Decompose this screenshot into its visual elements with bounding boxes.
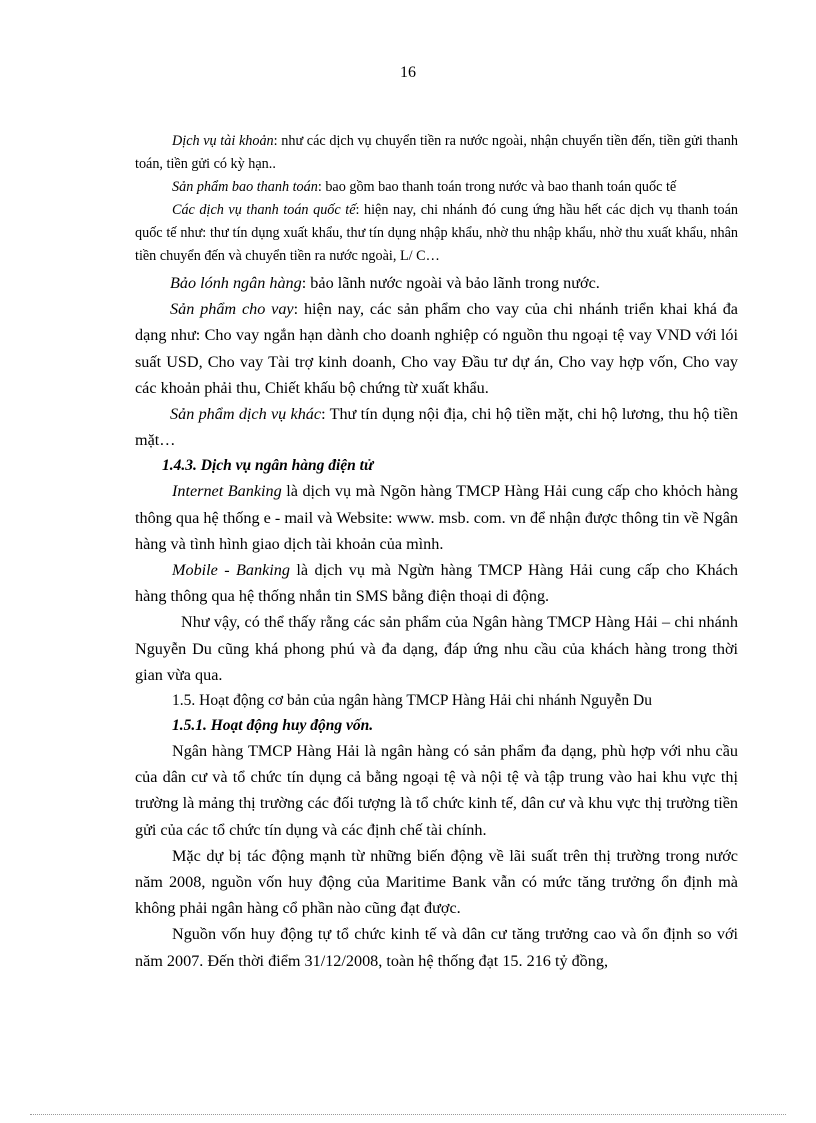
paragraph-interest-impact: Mặc dự bị tác động mạnh từ những biến động về lãi suất trên thị trường trong nước năm 2008, nguồn vốn huy động của Maritime Bank vẫn có mức tăng trưởng ổn định mà không phải ngân hàng cổ phần nào cũng đạt được. [135,846,738,918]
heading-section-1-5: 1.5. Hoạt động cơ bản của ngân hàng TMCP Hàng Hải chi nhánh Nguyễn Du [172,692,652,710]
term-loans: Sản phẩm cho vay [170,300,294,319]
paragraph-mobile-banking [135,557,738,609]
bullet-loans [135,296,738,401]
paragraph-internet-banking [135,478,738,557]
text-factoring: : bao gồm bao thanh toán trong nước và bao thanh toán quốc tế [317,179,677,195]
paragraph-capital-growth: Nguồn vốn huy động tự tổ chức kinh tế và dân cư tăng trưởng cao và ổn định so với năm 2007. Đến thời điểm 31/12/2008, toàn hệ thống đạt 15. 216 tỷ đồng, [135,925,738,970]
page-bottom-divider [30,1114,786,1115]
term-account-services: Dịch vụ tài khoản [172,133,274,149]
heading-section-1-5-1: 1.5.1. Hoạt động huy động vốn. [172,717,374,735]
term-intl-payment: Các dịch vụ thanh toán quốc tế [172,202,356,218]
text-mobile-banking: là dịch vụ mà Ngừn hàng TMCP Hàng Hải cung cấp cho Khách hàng thông qua hệ thống nhắn tin SMS bằng điện thoại di động. [135,561,739,606]
document-body [135,130,738,974]
term-guarantee: Bảo lónh ngân hàng [170,274,302,292]
paragraph-account-services [135,130,738,176]
paragraph-factoring [135,176,738,199]
text-intl-payment: : hiện nay, chi nhánh đó cung ứng hầu hết các dịch vụ thanh toán quốc tế như: thư tín dụng xuất khẩu, thư tín dụng nhập khẩu, nhờ thu nhập khẩu, nhờ thu xuất khẩu, nhân tiền chuyển đến và chuyển tiền ra nước ngoài, L/ C… [135,202,738,264]
term-other-services: Sản phẩm dịch vụ khác [170,405,322,424]
term-internet-banking: Internet Banking [172,482,282,501]
text-guarantee: : bảo lãnh nước ngoài và bảo lãnh trong nước. [301,274,600,292]
page-number: 16 [400,64,416,81]
term-mobile-banking: Mobile - Banking [172,561,290,580]
text-loans: : hiện nay, các sản phẩm cho vay của chi nhánh triển khai khá đa dạng như: Cho vay ngắn hạn dành cho doanh nghiệp có nguồn thu ngoại tệ vay VND với lói suất USD, Cho vay Tài trợ kinh doanh, Cho vay Đầu tư dự án, Cho vay hợp vốn, Cho vay các khoản phải thu, Chiết khấu bộ chứng từ xuất khẩu. [135,300,738,397]
text-internet-banking: là dịch vụ mà Ngõn hàng TMCP Hàng Hải cung cấp cho khỏch hàng thông qua hệ thống e - mail và Website: www. msb. com. vn để nhận được thông tin về Ngân hàng và tình hình giao dịch tài khoản của mình. [135,482,738,553]
text-account-services: : như các dịch vụ chuyển tiền ra nước ngoài, nhận chuyển tiền đến, tiền gửi thanh toán, tiền gửi có kỳ hạn.. [135,133,738,172]
text-other-services: : Thư tín dụng nội địa, chi hộ tiền mặt, chi hộ lương, thu hộ tiền mặt… [135,405,738,450]
bullet-other-services [135,401,738,453]
paragraph-intl-payment [135,199,738,268]
heading-e-banking: 1.4.3. Dịch vụ ngân hàng điện tử [162,457,374,475]
paragraph-capital-mobilization: Ngân hàng TMCP Hàng Hải là ngân hàng có sản phẩm đa dạng, phù hợp với nhu cầu của dân cư và tổ chức tín dụng cả bằng ngoại tệ và nội tệ và tập trung vào hai khu vực thị trường là mảng thị trường các đối tượng là tổ chức kinh tế, dân cư và khu vực thị trường tiền gửi của các tổ chức tín dụng và các định chế tài chính. [135,742,738,839]
term-factoring: Sản phẩm bao thanh toán [172,179,318,195]
bullet-guarantee [135,270,738,296]
paragraph-summary: Như vậy, có thể thấy rằng các sản phẩm của Ngân hàng TMCP Hàng Hải – chi nhánh Nguyễn Du cũng khá phong phú và đa dạng, đáp ứng nhu cầu của khách hàng trong thời gian vừa qua. [135,613,738,684]
